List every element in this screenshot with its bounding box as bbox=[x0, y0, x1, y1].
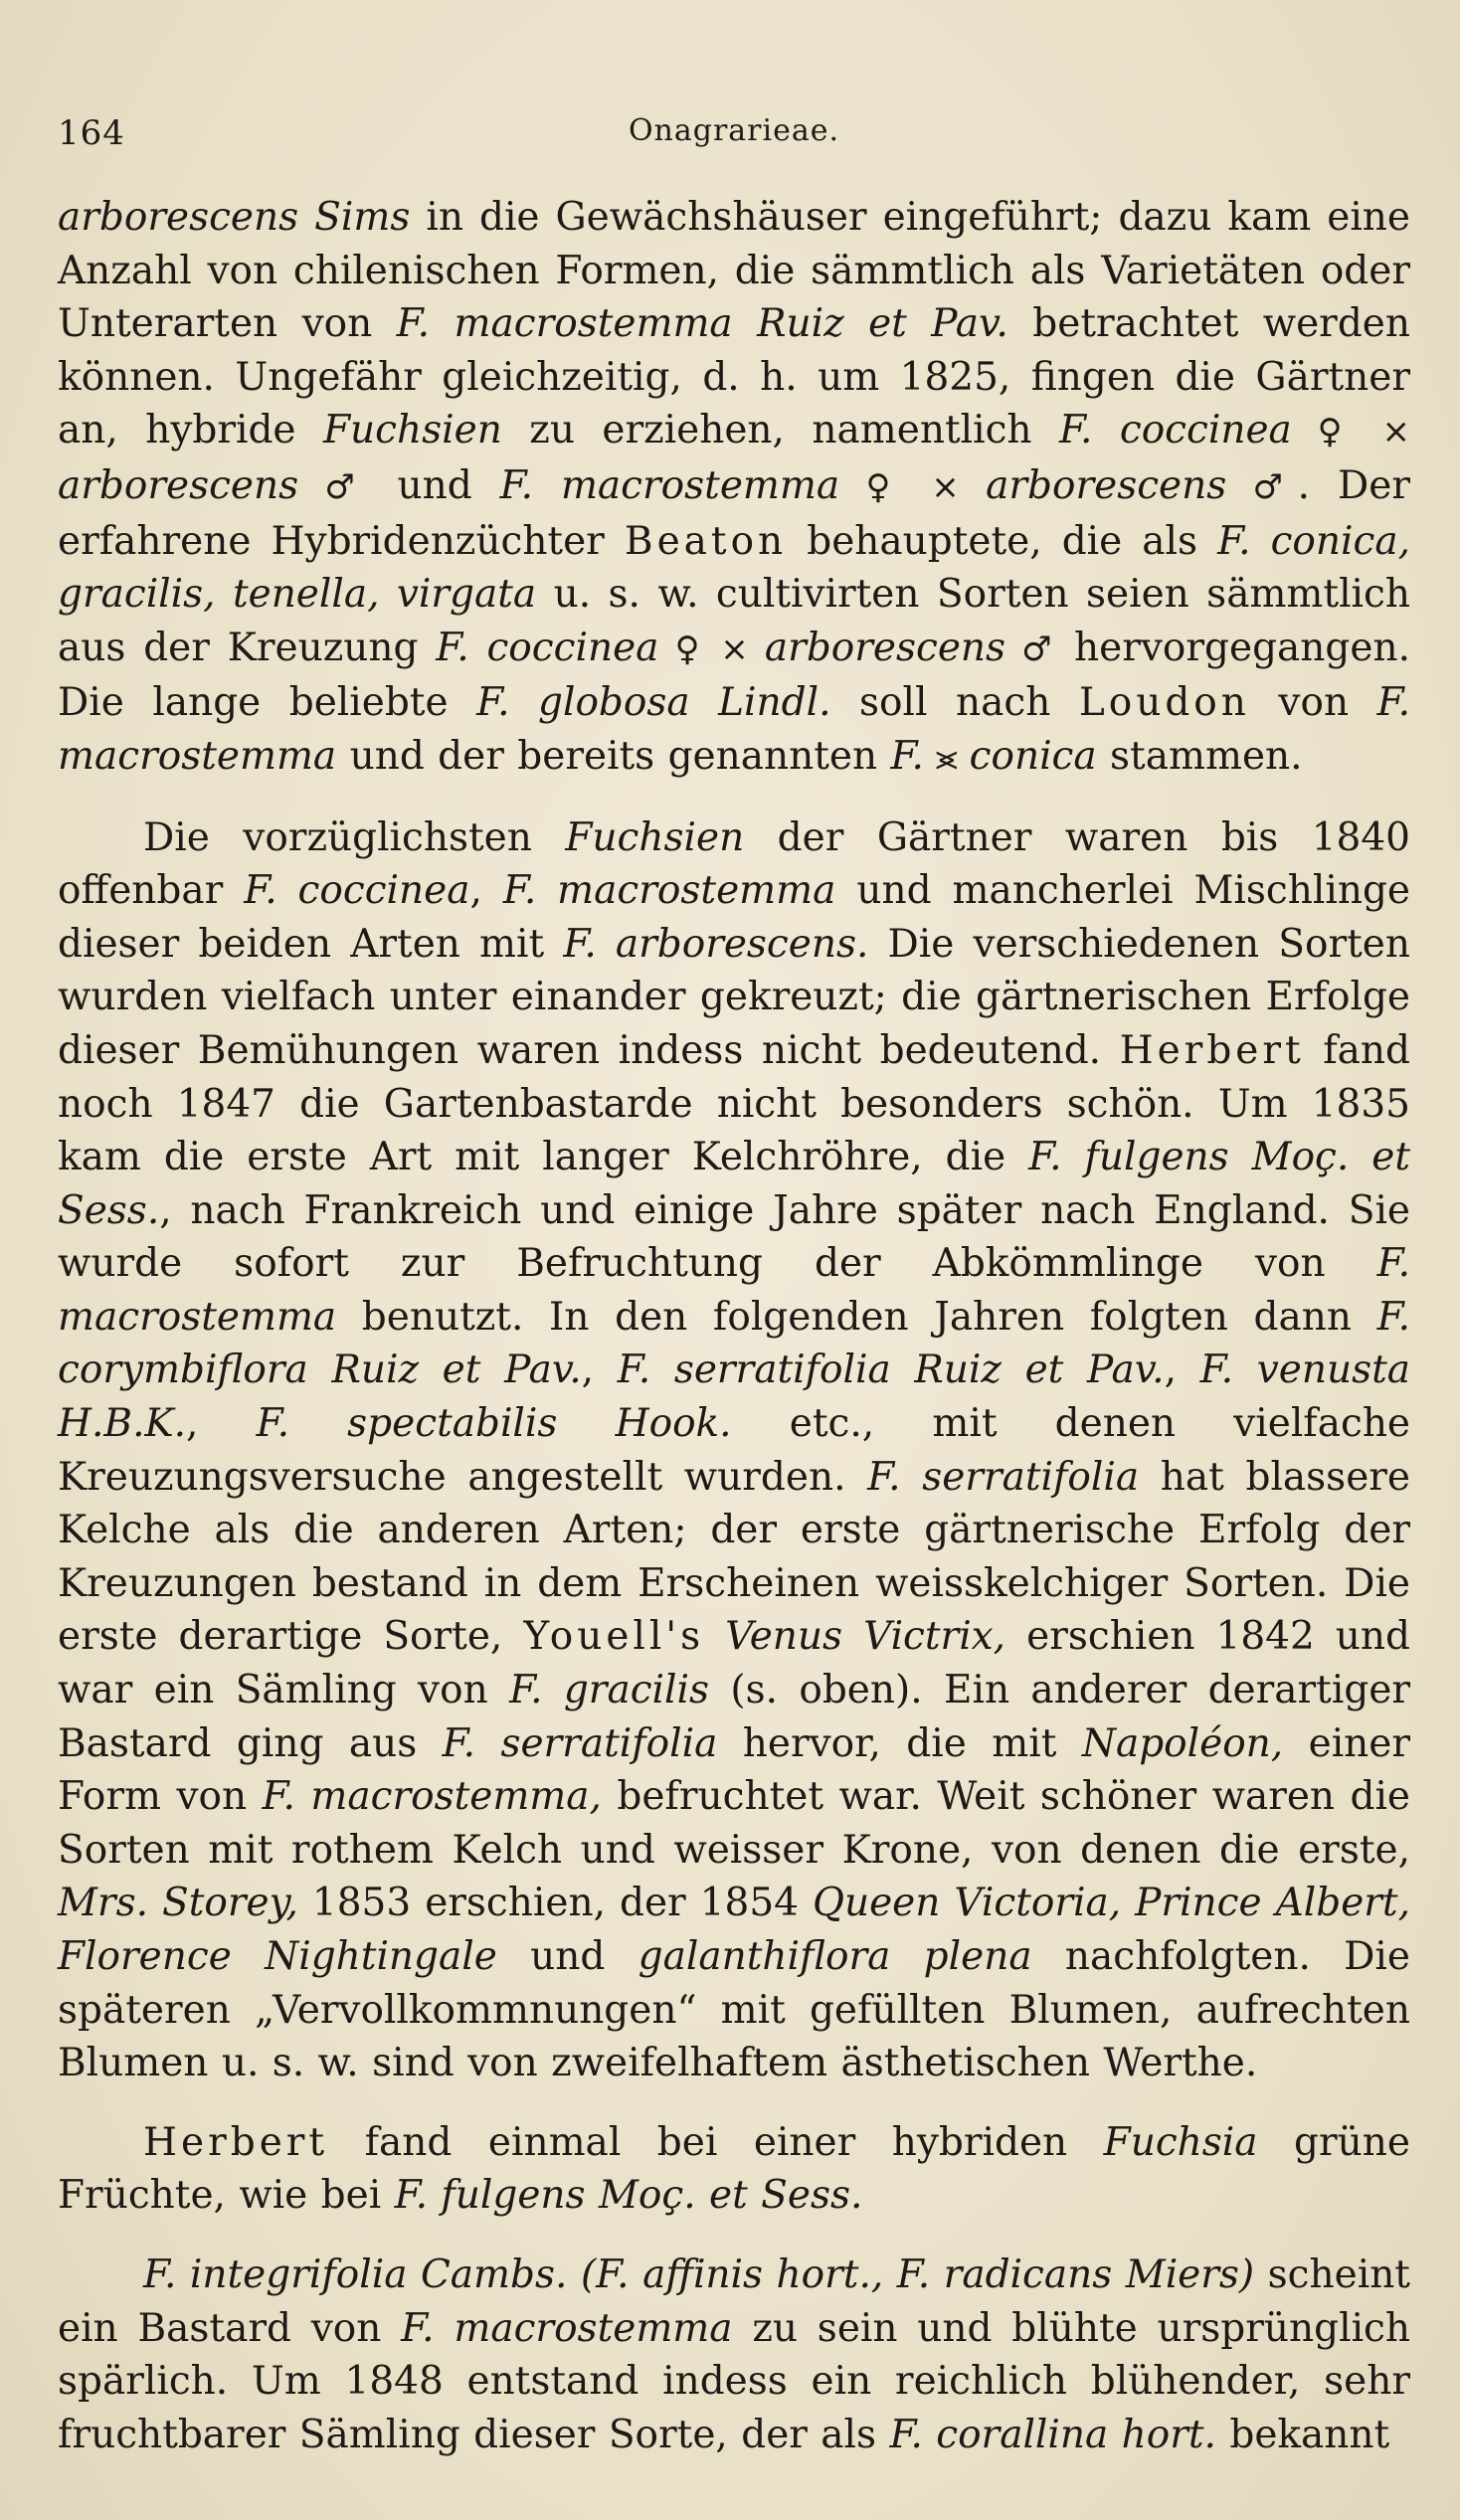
text-run: und bbox=[496, 1934, 639, 1979]
italic-text-run: Fuchsia bbox=[1103, 2119, 1258, 2165]
text-run: hat blassere Kelche als die anderen Arten; der erste gärtnerische Erfolg der Kreuzungen bestand in dem Erscheinen weisskelchiger Sorten. Die erste derartige Sorte, bbox=[58, 1454, 1410, 1660]
text-run: betrachtet werden können. Ungefähr gleichzeitig, d. h. um 1825, fingen die Gärtner an, hybride bbox=[58, 301, 1410, 453]
italic-text-run: F. integrifolia Cambs. (F. affinis hort., F. radicans Miers) bbox=[143, 2251, 1255, 2297]
symbol-run: ♂ bbox=[298, 466, 370, 507]
spaced-name-run: Herbert bbox=[143, 2119, 329, 2165]
symbol-run: ⪤ bbox=[923, 737, 970, 778]
symbol-run: ♂ bbox=[1005, 629, 1057, 669]
italic-text-run: F. venusta H.B.K. bbox=[58, 1348, 1411, 1447]
text-run: Die verschiedenen Sorten wurden vielfach unter einander gekreuzt; die gärtnerischen Erfolge dieser Bemühungen waren indess nicht bedeutend. bbox=[58, 921, 1410, 1073]
italic-text-run: arborescens Sims bbox=[58, 195, 411, 240]
italic-text-run: arborescens bbox=[986, 462, 1227, 508]
italic-text-run: F. fulgens Moç. et Sess. bbox=[58, 1135, 1410, 1233]
text-run: Die vorzüglichsten bbox=[143, 814, 566, 860]
italic-text-run: conica bbox=[969, 733, 1097, 779]
text-run: und bbox=[369, 462, 500, 508]
italic-text-run: F. conica, gracilis, tenella, virgata bbox=[58, 518, 1410, 618]
text-run: u. s. w. cultivirten Sorten seien sämmtlich aus der Kreuzung bbox=[58, 572, 1410, 670]
italic-text-run: F. spectabilis Hook. bbox=[256, 1401, 732, 1447]
text-run: grüne Früchte, wie bei bbox=[58, 2119, 1410, 2219]
italic-text-run: Napoléon, bbox=[1081, 1720, 1284, 1766]
text-run: benutzt. In den folgenden Jahren folgten dann bbox=[336, 1294, 1377, 1340]
italic-text-run: F. macrostemma Ruiz et Pav. bbox=[396, 301, 1008, 347]
spaced-name-run: Loudon bbox=[1078, 680, 1250, 726]
italic-text-run: F. serratifolia bbox=[442, 1720, 718, 1766]
italic-text-run: F. macrostemma, bbox=[262, 1774, 602, 1820]
text-run: (s. oben). Ein anderer derartiger Bastard ging aus bbox=[58, 1668, 1411, 1766]
italic-text-run: F. coccinea bbox=[244, 868, 470, 914]
italic-text-run: F. macrostemma bbox=[499, 462, 840, 508]
text-run: soll nach bbox=[830, 680, 1079, 726]
text-run: behauptete, die als bbox=[787, 518, 1218, 564]
text-run: von bbox=[1249, 680, 1377, 726]
paragraph bbox=[58, 191, 1410, 786]
paragraph bbox=[58, 2116, 1410, 2223]
italic-text-run: F. macrostemma bbox=[401, 2305, 733, 2351]
italic-text-run: arborescens bbox=[764, 625, 1006, 670]
text-run: , bbox=[469, 868, 503, 914]
text-run: stammen. bbox=[1096, 733, 1303, 779]
paragraph bbox=[58, 811, 1410, 2090]
symbol-run: ♀ × bbox=[658, 629, 765, 669]
italic-text-run: F. arborescens. bbox=[563, 921, 869, 967]
text-run: , bbox=[186, 1401, 257, 1447]
symbol-run: ♀ × bbox=[839, 466, 987, 507]
italic-text-run: F. globosa Lindl. bbox=[476, 680, 831, 726]
italic-text-run: F. macrostemma bbox=[502, 868, 836, 914]
italic-text-run: Venus Victrix, bbox=[725, 1614, 1006, 1660]
italic-text-run: Fuchsien bbox=[565, 814, 745, 860]
italic-text-run: Queen Victoria, Prince Albert, Florence Nightingale bbox=[58, 1881, 1410, 1979]
text-run: zu sein und blühte ursprünglich spärlich. Um 1848 entstand indess ein reichlich blühender, sehr fruchtbarer Sämling dieser Sorte, der als bbox=[58, 2305, 1411, 2457]
italic-text-run: F. serratifolia Ruiz et Pav. bbox=[617, 1348, 1165, 1393]
page-number: 164 bbox=[58, 113, 125, 153]
italic-text-run: F. macrostemma bbox=[58, 1241, 1410, 1340]
text-run: , nach Frankreich und einige Jahre später nach England. Sie wurde sofort zur Befruchtung der Abkömmlinge von bbox=[58, 1187, 1410, 1287]
italic-text-run: F. corymbiflora Ruiz et Pav. bbox=[58, 1294, 1410, 1393]
running-head: Onagrarieae. bbox=[628, 113, 840, 148]
spaced-name-run: Beaton bbox=[624, 518, 788, 564]
text-run: einer Form von bbox=[58, 1720, 1411, 1820]
text-run: hervorgegangen. Die lange beliebte bbox=[58, 625, 1410, 726]
text-run: zu erziehen, namentlich bbox=[501, 408, 1059, 453]
text-run: etc., mit denen vielfache Kreuzungsversuche angestellt wurden. bbox=[58, 1401, 1411, 1500]
body-text bbox=[58, 191, 1410, 2461]
italic-text-run: F. fulgens Moç. et Sess. bbox=[394, 2173, 863, 2219]
italic-text-run: arborescens bbox=[58, 462, 299, 508]
italic-text-run: Fuchsien bbox=[322, 408, 502, 453]
text-run: 1853 erschien, der 1854 bbox=[297, 1881, 814, 1926]
text-run: der Gärtner waren bis 1840 offenbar bbox=[58, 814, 1410, 914]
paragraph bbox=[58, 2249, 1410, 2461]
page-header bbox=[58, 107, 1410, 167]
text-run: erschien 1842 und war ein Sämling von bbox=[58, 1614, 1411, 1713]
italic-text-run: F. coccinea bbox=[436, 625, 659, 670]
text-run: nachfolgten. Die späteren „Vervollkommnungen“ mit gefüllten Blumen, aufrechten Blumen u. s. w. sind von zweifelhaftem ästhetischen Werthe. bbox=[58, 1934, 1410, 2086]
text-run: , bbox=[1164, 1348, 1200, 1393]
symbol-run: ♂ bbox=[1226, 466, 1298, 507]
text-run: scheint ein Bastard von bbox=[58, 2251, 1410, 2351]
text-run: bekannt bbox=[1215, 2412, 1390, 2457]
text-run: befruchtet war. Weit schöner waren die Sorten mit rothem Kelch und weisser Krone, von denen die erste, bbox=[58, 1774, 1410, 1873]
italic-text-run: F. gracilis bbox=[509, 1668, 709, 1713]
text-run: , bbox=[581, 1348, 618, 1393]
text-run: und der bereits genannten bbox=[336, 733, 891, 779]
symbol-run: ♀ × bbox=[1291, 412, 1410, 452]
text-run: in die Gewächshäuser eingeführt; dazu kam eine Anzahl von chilenischen Formen, die sämmtlich als Varietäten oder Unterarten von bbox=[58, 195, 1410, 347]
spaced-name-run: Youell's bbox=[523, 1614, 705, 1660]
text-run: hervor, die mit bbox=[717, 1720, 1082, 1766]
italic-text-run: F. corallina hort. bbox=[889, 2412, 1216, 2457]
text-run: fand noch 1847 die Gartenbastarde nicht besonders schön. Um 1835 kam die erste Art mit langer Kelchröhre, die bbox=[58, 1027, 1411, 1180]
text-run: und mancherlei Mischlinge dieser beiden Arten mit bbox=[58, 868, 1410, 967]
book-page bbox=[58, 107, 1410, 2461]
italic-text-run: F. macrostemma bbox=[58, 680, 1410, 779]
italic-text-run: galanthiflora plena bbox=[638, 1934, 1032, 1979]
italic-text-run: F. serratifolia bbox=[867, 1454, 1140, 1500]
text-run bbox=[704, 1614, 725, 1659]
text-run: . Der erfahrene Hybridenzüchter bbox=[58, 462, 1411, 564]
italic-text-run: Mrs. Storey, bbox=[58, 1881, 298, 1926]
italic-text-run: F. coccinea bbox=[1059, 408, 1292, 453]
italic-text-run: F. bbox=[890, 733, 924, 779]
spaced-name-run: Herbert bbox=[1119, 1027, 1305, 1073]
text-run: fand einmal bei einer hybriden bbox=[328, 2119, 1104, 2165]
